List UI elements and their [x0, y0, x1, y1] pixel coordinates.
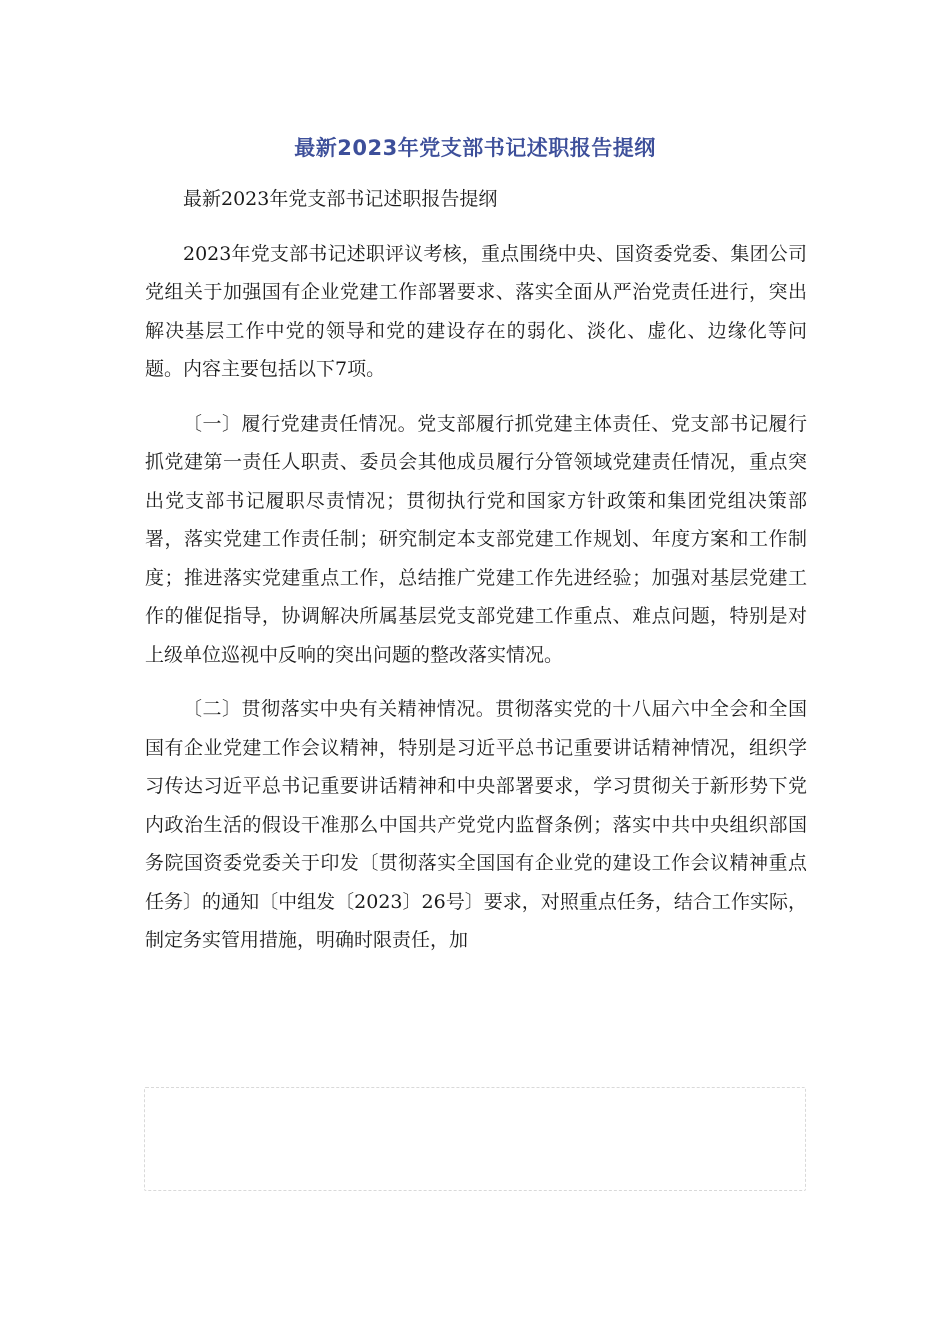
document-subtitle: 最新2023年党支部书记述职报告提纲	[183, 188, 498, 210]
blank-placeholder-box	[144, 1087, 806, 1191]
document-body	[145, 180, 807, 976]
section-one-paragraph: 〔一〕履行党建责任情况。党支部履行抓党建主体责任、党支部书记履行抓党建第一责任人职责、委员会其他成员履行分管领域党建责任情况，重点突出党支部书记履职尽责情况；贯彻执行党和国家方针政策和集团党组决策部署，落实党建工作责任制；研究制定本支部党建工作规划、年度方案和工作制度；推进落实党建重点工作，总结推广党建工作先进经验；加强对基层党建工作的催促指导，协调解决所属基层党支部党建工作重点、难点问题，特别是对上级单位巡视中反响的突出问题的整改落实情况。	[145, 412, 807, 666]
document-title: 最新2023年党支部书记述职报告提纲	[294, 136, 656, 160]
intro-paragraph: 2023年党支部书记述职评议考核，重点围绕中央、国资委党委、集团公司党组关于加强国有企业党建工作部署要求、落实全面从严治党责任进行，突出解决基层工作中党的领导和党的建设存在的弱化、淡化、虚化、边缘化等问题。内容主要包括以下7项。	[145, 242, 807, 380]
section-two-paragraph: 〔二〕贯彻落实中央有关精神情况。贯彻落实党的十八届六中全会和全国国有企业党建工作会议精神，特别是习近平总书记重要讲话精神情况，组织学习传达习近平总书记重要讲话精神和中央部署要求，学习贯彻关于新形势下党内政治生活的假设干准那么中国共产党党内监督条例；落实中共中央组织部国务院国资委党委关于印发〔贯彻落实全国国有企业党的建设工作会议精神重点任务〕的通知〔中组发〔2023〕26号〕要求，对照重点任务，结合工作实际，制定务实管用措施，明确时限责任，加	[145, 698, 807, 951]
